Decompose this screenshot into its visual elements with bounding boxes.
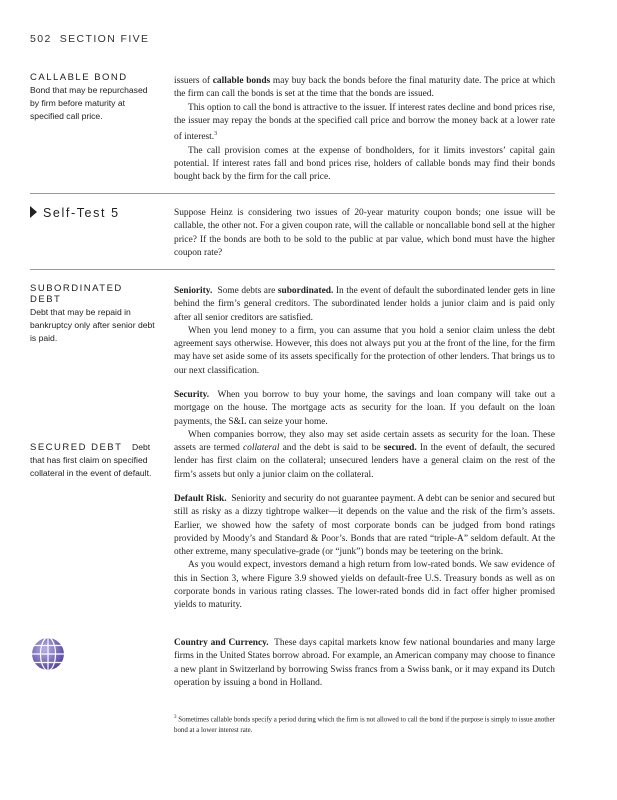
section-heading: Country and Currency. — [174, 638, 269, 648]
paragraph: The call provision comes at the expense of bondholders, for it limits investors’ capital gain potential. If interest rates fall and bond prices rise, holders of callable bonds may find their bonds bought back by the firm for the call price. — [174, 145, 555, 183]
triangle-right-icon — [30, 206, 37, 218]
paragraph: Default Risk. Seniority and security do not guarantee payment. A debt can be senior and secured but still as risky as a dizzy tightrope walker—it depends on the value and the risk of the firm’s assets. Earlier, we showed how the safety of most corporate bonds can be judged from bond ratings provided by Moody’s and Standard & Poor’s. Bonds that are rated “triple-A” seldom default. At the other extreme, many speculative-grade (or “junk”) bonds may be teetering on the brink. — [174, 494, 556, 558]
key-term: callable bonds — [212, 76, 271, 86]
footnote-ref: 3 — [214, 131, 218, 138]
callable-section — [174, 75, 555, 185]
section-heading: Security. — [174, 390, 210, 400]
default-risk-section — [174, 493, 555, 613]
margin-definition: SECURED DEBT Debt that has first claim on specified collateral in the event of default. — [30, 442, 152, 479]
security-section — [174, 389, 555, 482]
paragraph: Seniority. Some debts are subordinated. In the event of default the subordinated lender gets in line behind the firm’s general creditors. The subordinated lender holds a junior claim and is paid only after all senior creditors are satisfied. — [174, 286, 555, 323]
footnote: $^3$ Sometimes callable bonds specify a period during which the firm is not allowed to call the bond if the purpose is simply to issue another bond at a lower interest rate. — [174, 715, 555, 735]
self-test-label: Self-Test 5 — [30, 206, 120, 220]
margin-note-secured — [30, 441, 158, 481]
divider — [30, 193, 555, 194]
country-currency-section — [174, 637, 555, 690]
seniority-section — [174, 285, 555, 378]
margin-note-callable — [30, 72, 158, 124]
margin-term: SECURED DEBT — [30, 442, 123, 453]
italic-term: collateral — [242, 443, 280, 454]
margin-definition: Bond that may be repurchased by firm before maturity at specified call price. — [30, 85, 148, 122]
section-title: SECTION FIVE — [59, 33, 150, 45]
paragraph: When you lend money to a firm, you can assume that you hold a senior claim unless the debt agreement says otherwise. However, this does not always put you at the front of the line, for the firm may have set aside some of its assets specifically for the protection of other lenders. That brings us to our next classification. — [174, 325, 555, 376]
paragraph: Country and Currency. These days capital markets know few national boundaries and many large firms in the United States borrow abroad. For example, an American company may choose to finance a new plant in Switzerland by borrowing Swiss francs from a Swiss bank, or it may expand its Dutch operation by issuing a bond in Holland. — [174, 638, 555, 688]
paragraph: As you would expect, investors demand a high return from low-rated bonds. We saw evidence of this in Section 3, where Figure 3.9 showed yields on default-free U.S. Treasury bonds as well as on corporate bonds in various rating classes. The lower-rated bonds did in fact offer higher promised yields to maturity. — [174, 560, 555, 611]
key-term: subordinated. — [277, 286, 334, 296]
paragraph: When companies borrow, they also may set aside certain assets as security for the loan. These assets are termed collateral and the debt is said to be secured. In the event of default, the secured lender has first claim on the collateral; unsecured lenders have a general claim on the rest of the firm’s assets but only a junior claim on the collateral. — [174, 429, 555, 480]
margin-note-subordinated — [30, 283, 158, 346]
globe-icon — [30, 636, 66, 672]
self-test-question: Suppose Heinz is considering two issues of 20-year maturity coupon bonds; one issue will be callable, the other not. For a given coupon rate, will the callable or noncallable bond sell at the higher price? If the bonds are both to be sold to the public at par value, which bond must have the higher coupon rate? — [174, 208, 555, 258]
divider — [30, 269, 555, 270]
key-term: secured. — [383, 443, 417, 454]
footnote-marker: 3 — [174, 715, 177, 720]
margin-term: CALLABLE BOND — [30, 72, 128, 83]
paragraph: This option to call the bond is attractive to the issuer. If interest rates decline and bond prices rise, the issuer may repay the bonds at the specified call price and borrow the money back at a lower rate of interest.$^3$ — [174, 102, 555, 143]
paragraph: issuers of callable bonds may buy back the bonds before the final maturity date. The price at which the firm can call the bonds is set at the time that the bonds are issued. — [174, 76, 556, 100]
margin-term: SUBORDINATED DEBT — [30, 283, 123, 305]
margin-definition: Debt that may be repaid in bankruptcy only after senior debt is paid. — [30, 307, 155, 344]
section-heading: Default Risk. — [174, 494, 227, 504]
running-header — [30, 33, 149, 45]
section-heading: Seniority. — [174, 286, 213, 296]
paragraph: Security. When you borrow to buy your home, the savings and loan company will take out a mortgage on the house. The mortgage acts as security for the loan. If you default on the loan payments, the S&L can seize your home. — [174, 390, 555, 427]
page-number: 502 — [30, 33, 52, 45]
